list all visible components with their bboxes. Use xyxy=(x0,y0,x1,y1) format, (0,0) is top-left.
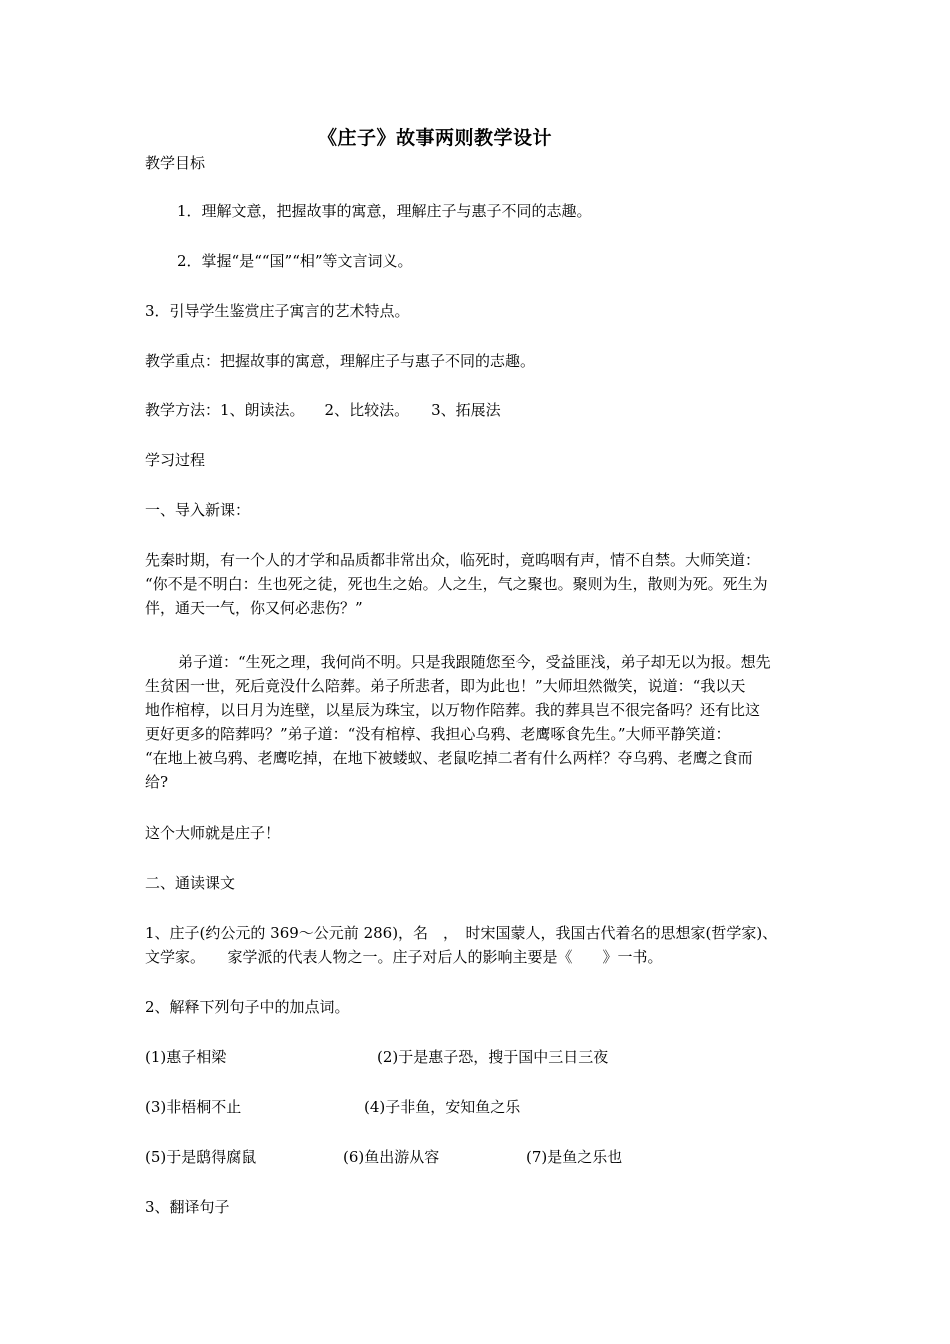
question-1 xyxy=(145,921,810,969)
item-3: (3)非梧桐不止 xyxy=(145,1098,242,1116)
intro-p2-line: “在地上被乌鸦、老鹰吃掉，在地下被蝼蚁、老鼠吃掉二者有什么两样？夺乌鸦、老鹰之食而 xyxy=(145,749,753,767)
question-1-line: 1、庄子(约公元的 369～公元前 286)，名 ， 时宋国蒙人，我国古代着名的思想家(哲学家)、 xyxy=(145,924,778,942)
question-2: 2、解释下列句子中的加点词。 xyxy=(145,998,350,1016)
intro-paragraph-2 xyxy=(145,650,810,794)
intro-p1-line: “你不是不明白：生也死之徒，死也生之始。人之生，气之聚也。聚则为生，散则为死。死生为 xyxy=(145,575,768,593)
item-4: (4)子非鱼，安知鱼之乐 xyxy=(364,1098,521,1116)
method-3: 3、拓展法 xyxy=(431,401,501,419)
intro-p2-line: 生贫困一世，死后竟没什么陪葬。弟子所悲者，即为此也！”大师坦然微笑，说道：“我以天 xyxy=(145,677,746,695)
intro-p2-line: 给? xyxy=(145,773,169,791)
objective-1: 1．理解文意，把握故事的寓意，理解庄子与惠子不同的志趣。 xyxy=(177,202,592,220)
document-title: 《庄子》故事两则教学设计 xyxy=(317,127,552,149)
intro-paragraph-1 xyxy=(145,548,810,620)
method-2: 2、比较法。 xyxy=(324,401,410,419)
methods-label: 教学方法：1、朗读法。 xyxy=(145,401,305,419)
item-7: (7)是鱼之乐也 xyxy=(526,1148,623,1166)
item-6: (6)鱼出游从容 xyxy=(343,1148,440,1166)
objective-3: 3．引导学生鉴赏庄子寓言的艺术特点。 xyxy=(145,302,410,320)
key-point: 教学重点：把握故事的寓意，理解庄子与惠子不同的志趣。 xyxy=(145,352,536,370)
intro-p1-line: 先秦时期，有一个人的才学和品质都非常出众，临死时，竟呜咽有声，情不自禁。大师笑道： xyxy=(145,551,761,569)
section2-heading: 二、通读课文 xyxy=(145,874,236,892)
item-5: (5)于是鸱得腐鼠 xyxy=(145,1148,257,1166)
question-1-line: 文学家。 家学派的代表人物之一。庄子对后人的影响主要是《 》一书。 xyxy=(145,948,663,966)
objective-2: 2．掌握“是““国”“相”等文言词义。 xyxy=(177,252,413,270)
intro-p2-line: 弟子道：“生死之理，我何尚不明。只是我跟随您至今，受益匪浅，弟子却无以为报。想先 xyxy=(178,653,771,671)
intro-p1-line: 伴，通天一气，你又何必悲伤？” xyxy=(145,599,363,617)
question-3: 3、翻译句子 xyxy=(145,1198,230,1216)
item-1: (1)惠子相梁 xyxy=(145,1048,227,1066)
reveal-line: 这个大师就是庄子！ xyxy=(145,824,281,842)
intro-p2-line: 更好更多的陪葬吗？”弟子道：“没有棺椁、我担心乌鸦、老鹰啄食先生。”大师平静笑道： xyxy=(145,725,731,743)
section1-heading: 一、导入新课： xyxy=(145,501,251,519)
item-2: (2)于是惠子恐，搜于国中三日三夜 xyxy=(377,1048,609,1066)
process-heading: 学习过程 xyxy=(145,451,206,469)
objectives-heading: 教学目标 xyxy=(145,154,206,172)
intro-p2-line: 地作棺椁，以日月为连壁，以星辰为珠宝，以万物作陪葬。我的葬具岂不很完备吗？还有比这 xyxy=(145,701,761,719)
teaching-methods xyxy=(145,399,810,421)
